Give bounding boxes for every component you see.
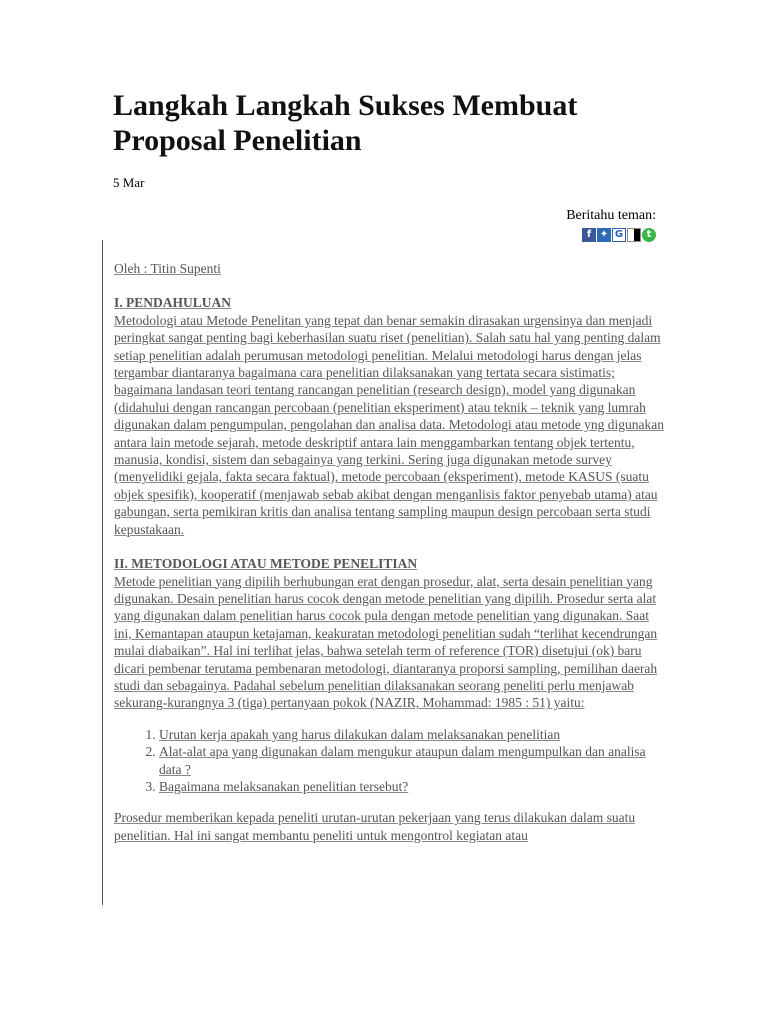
facebook-icon[interactable]: f (582, 228, 596, 242)
list-item: 2. Alat-alat apa yang digunakan dalam mengukur ataupun dalam mengumpulkan dan analisa data ? (159, 743, 667, 778)
technorati-icon[interactable]: t (642, 228, 656, 242)
section-heading-pendahuluan: I. PENDAHULUAN (114, 295, 232, 311)
section-body-pendahuluan: Metodologi atau Metode Penelitan yang tepat dan benar semakin dirasakan urgensinya dan menjadi peringkat sangat penting bagi keberhasilan suatu riset (penelitian). Salah satu hal yang penting dalam setiap penelitian adalah perumusan metodologi penelitian. Melalui metodologi harus dengan jelas tergambar diantaranya bagaimana cara penelitian dilaksanakan yang tertata secara sistimatis; bagaimana landasan teori tentang rancangan penelitian (research design), model yang digunakan (didahului dengan rancangan percobaan (penelitian eksperiment) atau teknik – teknik yang lumrah digunakan dalam pengumpulan, pengolahan dan analisa data. Metodologi atau metode yng digunakan antara lain metode sejarah, metode deskriptif antara lain menggambarkan tentang objek tertentu, manusia, kondisi, sistem dan sebagainya yang terkini. Sering juga digunakan metode survey (menyelidiki gejala, fakta secara faktual), metode percobaan (eksperiment), metode KASUS (suatu objek spesifik), kooperatif (menjawab sebab akibat dengan menganlisis faktor penyebab utama) atau gabungan, serta pemikiran kritis dan analisa tentang sampling maupun design percobaan serta studi kepustakaan. (114, 312, 664, 537)
section-body-prosedur: Prosedur memberikan kepada peneliti urutan-urutan pekerjaan yang terus dilakukan dalam suatu penelitian. Hal ini sangat membantu peneliti untuk mengontrol kegiatan atau (114, 810, 636, 843)
share-label: Beritahu teman: (566, 208, 656, 223)
list-item: 3. Bagaimana melaksanakan penelitian tersebut? (159, 778, 667, 795)
page-title: Langkah Langkah Sukses Membuat Proposal Penelitian (113, 89, 578, 157)
question-list (114, 726, 667, 796)
myspace-icon[interactable]: ✦ (597, 228, 611, 242)
section-heading-metodologi: II. METODOLOGI ATAU METODE PENELITIAN (114, 556, 418, 572)
article-author: Oleh : Titin Supenti (114, 261, 221, 276)
section-body-metodologi: Metode penelitian yang dipilih berhubungan erat dengan prosedur, alat, serta desain penelitian yang digunakan. Desain penelitian harus cocok dengan metode penelitian yang dipilih. Prosedur serta alat yang digunakan dalam penelitian harus cocok pula dengan metode penelitian yang digunakan. Saat ini, Kemantapan ataupun ketajaman, keakuratan metodologi penelitian sudah “terlihat kecendrungan mulai diabaikan”. Hal ini terlihat jelas, bahwa setelah term of reference (TOR) disetujui (ok) baru dicari pembenar terutama pembenaran metodologi, diantaranya proporsi sampling, pemilihan daerah studi dan sebagainya. Padahal sebelum penelitian dilaksanakan seorang peneliti perlu menjawab sekurang-kurangnya 3 (tiga) pertanyaan pokok (NAZIR, Mohammad: 1985 : 51) yaitu: (114, 573, 658, 711)
share-box (566, 208, 656, 242)
google-icon[interactable]: G (612, 228, 626, 242)
list-item: 1. Urutan kerja apakah yang harus dilakukan dalam melaksanakan penelitian (159, 726, 667, 743)
article-body (102, 240, 667, 905)
post-date: 5 Mar (113, 175, 145, 190)
